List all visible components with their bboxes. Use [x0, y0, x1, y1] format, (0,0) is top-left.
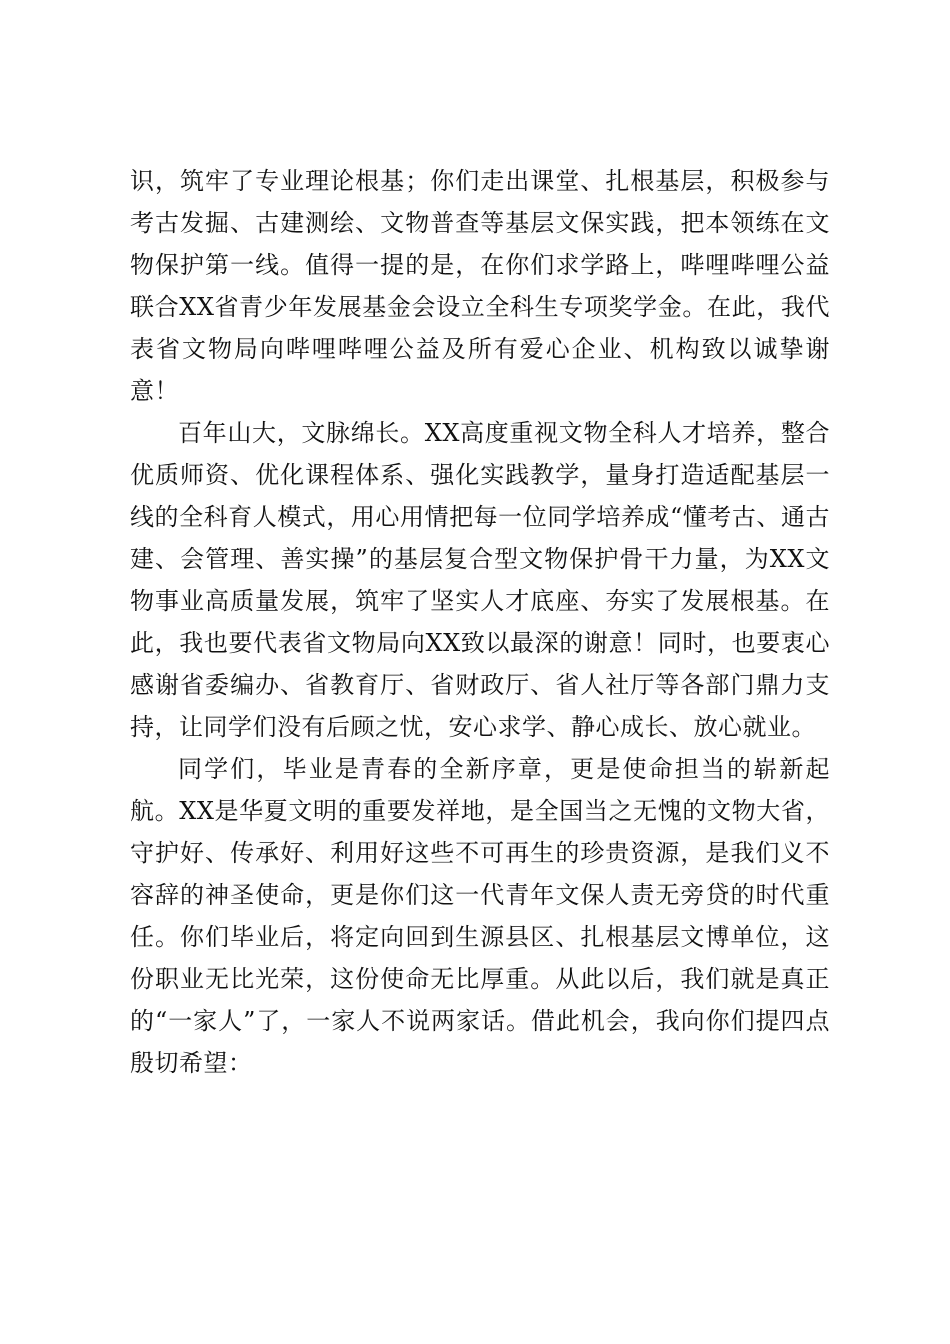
paragraph-1: 识，筑牢了专业理论根基；你们走出课堂、扎根基层，积极参与考古发掘、古建测绘、文物普查等基层文保实践，把本领练在文物保护第一线。值得一提的是，在你们求学路上，哔哩哔哩公益联合XX省青少年发展基金会设立全科生专项奖学金。在此，我代表省文物局向哔哩哔哩公益及所有爱心企业、机构致以诚挚谢意！: [130, 167, 830, 405]
paragraph-2: 百年山大，文脉绵长。XX高度重视文物全科人才培养，整合优质师资、优化课程体系、强化实践教学，量身打造适配基层一线的全科育人模式，用心用情把每一位同学培养成“懂考古、通古建、会管理、善实操”的基层复合型文物保护骨干力量，为XX文物事业高质量发展，筑牢了坚实人才底座、夯实了发展根基。在此，我也要代表省文物局向XX致以最深的谢意！同时，也要衷心感谢省委编办、省教育厅、省财政厅、省人社厅等各部门鼎力支持，让同学们没有后顾之忧，安心求学、静心成长、放心就业。: [130, 419, 830, 741]
document-body: [130, 160, 830, 1084]
paragraph-3: 同学们，毕业是青春的全新序章，更是使命担当的崭新起航。XX是华夏文明的重要发祥地，是全国当之无愧的文物大省，守护好、传承好、利用好这些不可再生的珍贵资源，是我们义不容辞的神圣使命，更是你们这一代青年文保人责无旁贷的时代重任。你们毕业后，将定向回到生源县区、扎根基层文博单位，这份职业无比光荣，这份使命无比厚重。从此以后，我们就是真正的“一家人”了，一家人不说两家话。借此机会，我向你们提四点殷切希望：: [130, 755, 830, 1077]
